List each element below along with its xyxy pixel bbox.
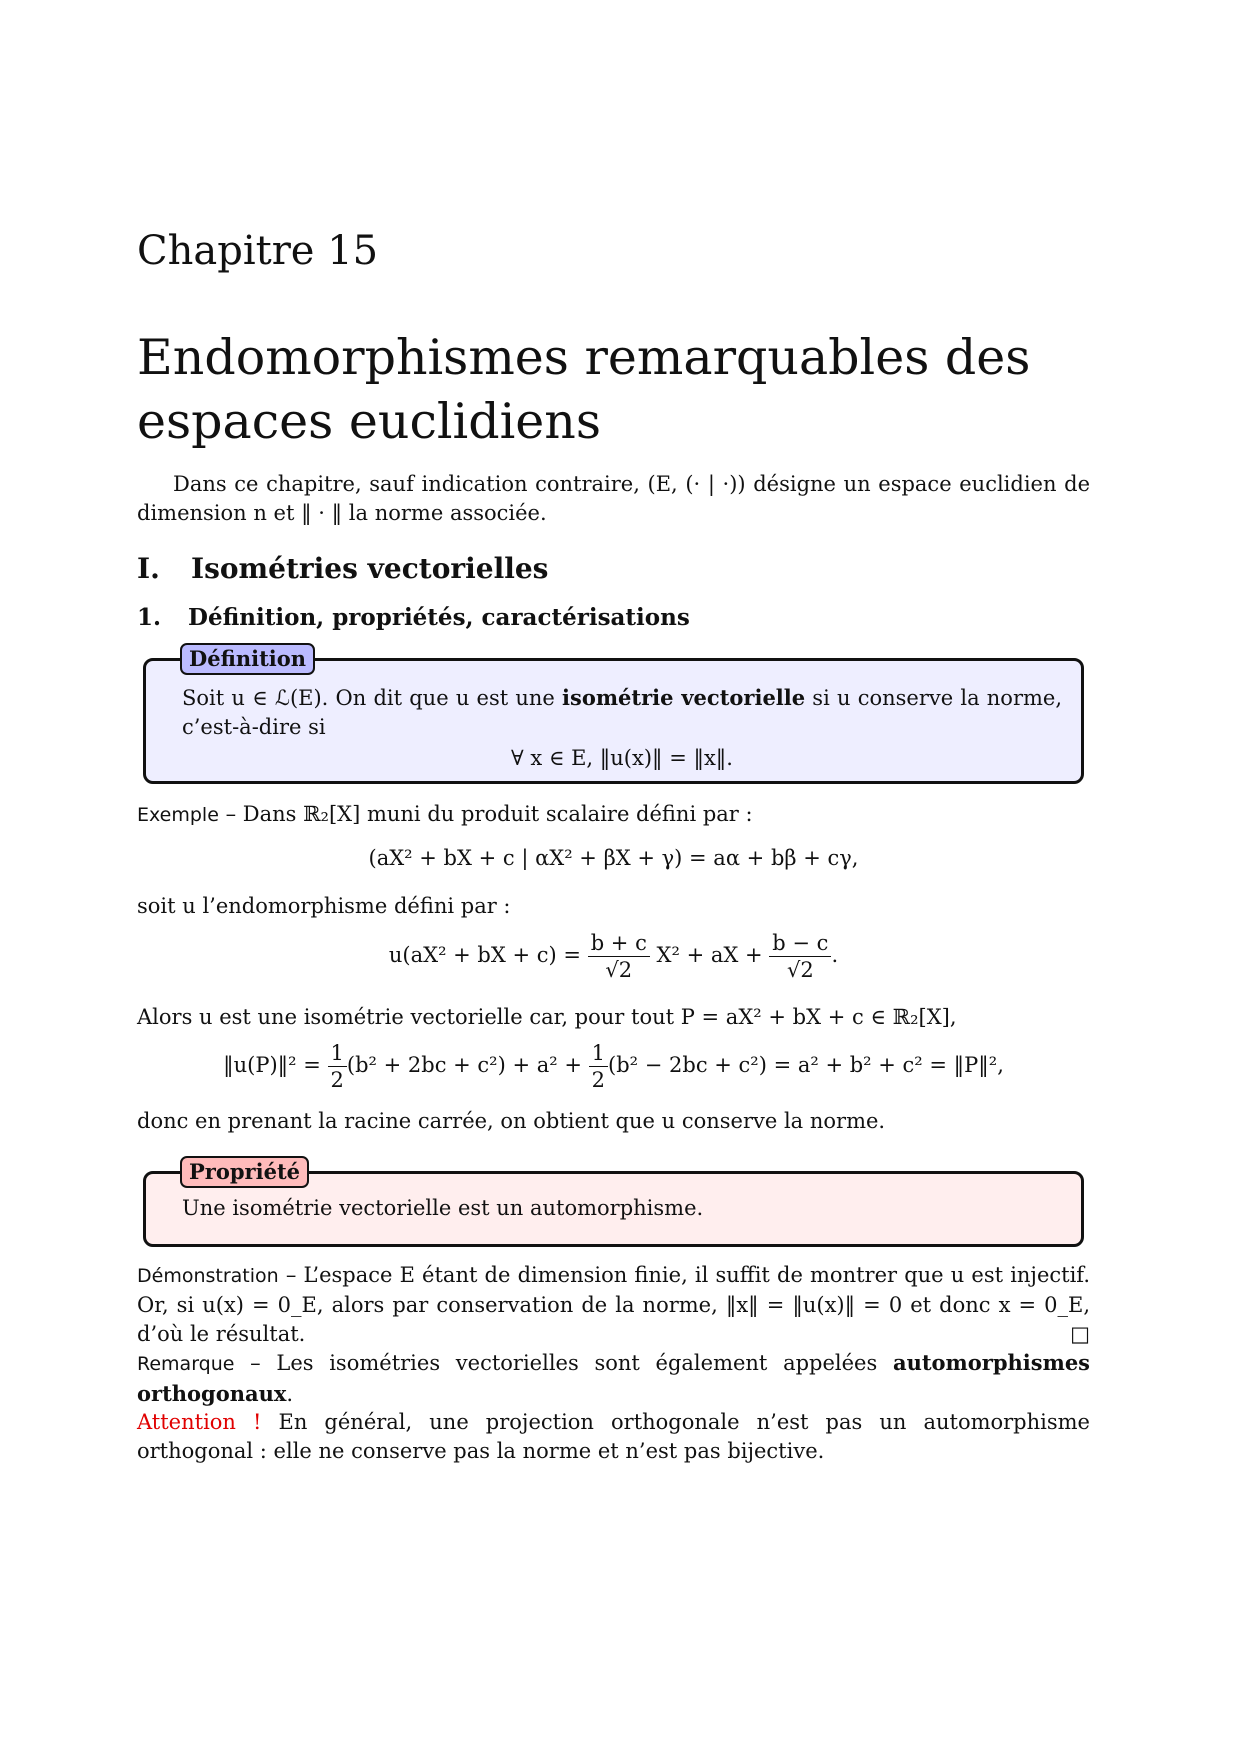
example-equation-1: (aX² + bX + c | αX² + βX + γ) = aα + bβ + cγ, [368, 846, 859, 870]
eq2-end: . [831, 943, 839, 967]
remark-term: automorphismes orthogonaux [137, 1350, 1090, 1406]
attention-paragraph [137, 1408, 1090, 1466]
eq2-fraction-1 [588, 930, 650, 983]
example-equation-2 [137, 930, 1090, 983]
eq2-left: u(aX² + bX + c) = [388, 943, 581, 967]
chapter-title: Endomorphismes remarquables des espaces euclidiens [137, 329, 1031, 450]
remark-end: . [286, 1382, 294, 1406]
attention-label: Attention ! [137, 1410, 262, 1434]
eq2-frac2-den: √2 [786, 958, 814, 982]
example-line-4: donc en prenant la racine carrée, on obtient que u conserve la norme. [137, 1109, 886, 1133]
section-number: I. [137, 552, 160, 585]
definition-term: isométrie vectorielle [562, 685, 806, 710]
definition-tag: Définition [180, 643, 315, 675]
eq3-frac2-den: 2 [591, 1068, 606, 1092]
attention-text: En général, une projection orthogonale n’est pas un automorphisme orthogonal : elle ne conserve pas la norme et n’est pas bijective. [137, 1410, 1090, 1463]
example-intro: – Dans ℝ₂[X] muni du produit scalaire défini par : [218, 802, 753, 826]
subsection-heading [137, 604, 690, 631]
remark-label: Remarque [137, 1353, 235, 1375]
eq2-fraction-2 [769, 930, 831, 983]
remark-text: – Les isométries vectorielles sont également appelées [234, 1351, 893, 1375]
subsection-title: Définition, propriétés, caractérisations [188, 604, 690, 631]
definition-formula: ∀ x ∈ E, ‖u(x)‖ = ‖x‖. [511, 746, 733, 770]
demonstration-text: – L’espace E étant de dimension finie, il suffit de montrer que u est injectif. Or, si u(x) = 0_E, alors par conservation de la norme, ‖x‖ = ‖u(x)‖ = 0 et donc x = 0_E, d’où le résultat. [137, 1263, 1090, 1346]
section-heading [137, 552, 548, 585]
example-line-3: Alors u est une isométrie vectorielle car, pour tout P = aX² + bX + c ∈ ℝ₂[X], [137, 1005, 957, 1029]
eq3-frac1-num: 1 [328, 1040, 347, 1067]
definition-body [182, 683, 1062, 773]
definition-text-before: Soit u ∈ ℒ(E). On dit que u est une [182, 686, 563, 710]
example-label: Exemple [137, 804, 219, 826]
example-line-2: soit u l’endomorphisme défini par : [137, 894, 511, 918]
demonstration-label: Démonstration [137, 1265, 279, 1287]
demonstration-paragraph [137, 1261, 1090, 1349]
section-title: Isométries vectorielles [191, 552, 549, 585]
eq2-frac1-num: b + c [588, 930, 650, 957]
example-intro-line [137, 800, 1090, 830]
eq3-fraction-1 [328, 1040, 347, 1093]
eq3-left: ‖u(P)‖² = [223, 1053, 321, 1077]
property-tag: Propriété [180, 1156, 309, 1188]
example-equation-3 [137, 1040, 1090, 1093]
eq3-fraction-2 [589, 1040, 608, 1093]
intro-paragraph: Dans ce chapitre, sauf indication contraire, (E, (· | ·)) désigne un espace euclidien de dimension n et ‖ · ‖ la norme associée. [137, 472, 1090, 525]
definition-box [143, 646, 1084, 784]
eq3-frac2-num: 1 [589, 1040, 608, 1067]
eq2-mid: X² + aX + [656, 943, 763, 967]
definition-text-after: si u conserve la norme, c’est-à-dire si [182, 686, 1063, 739]
eq2-frac2-num: b − c [769, 930, 831, 957]
eq3-mid: (b² + 2bc + c²) + a² + [346, 1053, 582, 1077]
eq3-end: (b² − 2bc + c²) = a² + b² + c² = ‖P‖², [608, 1053, 1004, 1077]
eq3-frac1-den: 2 [330, 1068, 344, 1092]
qed-symbol: □ [1070, 1322, 1090, 1346]
remark-paragraph [137, 1348, 1090, 1409]
eq2-frac1-den: √2 [605, 958, 633, 982]
property-body: Une isométrie vectorielle est un automorphisme. [182, 1196, 704, 1220]
chapter-label: Chapitre 15 [137, 228, 379, 274]
subsection-number: 1. [137, 604, 162, 631]
property-box [143, 1159, 1084, 1247]
